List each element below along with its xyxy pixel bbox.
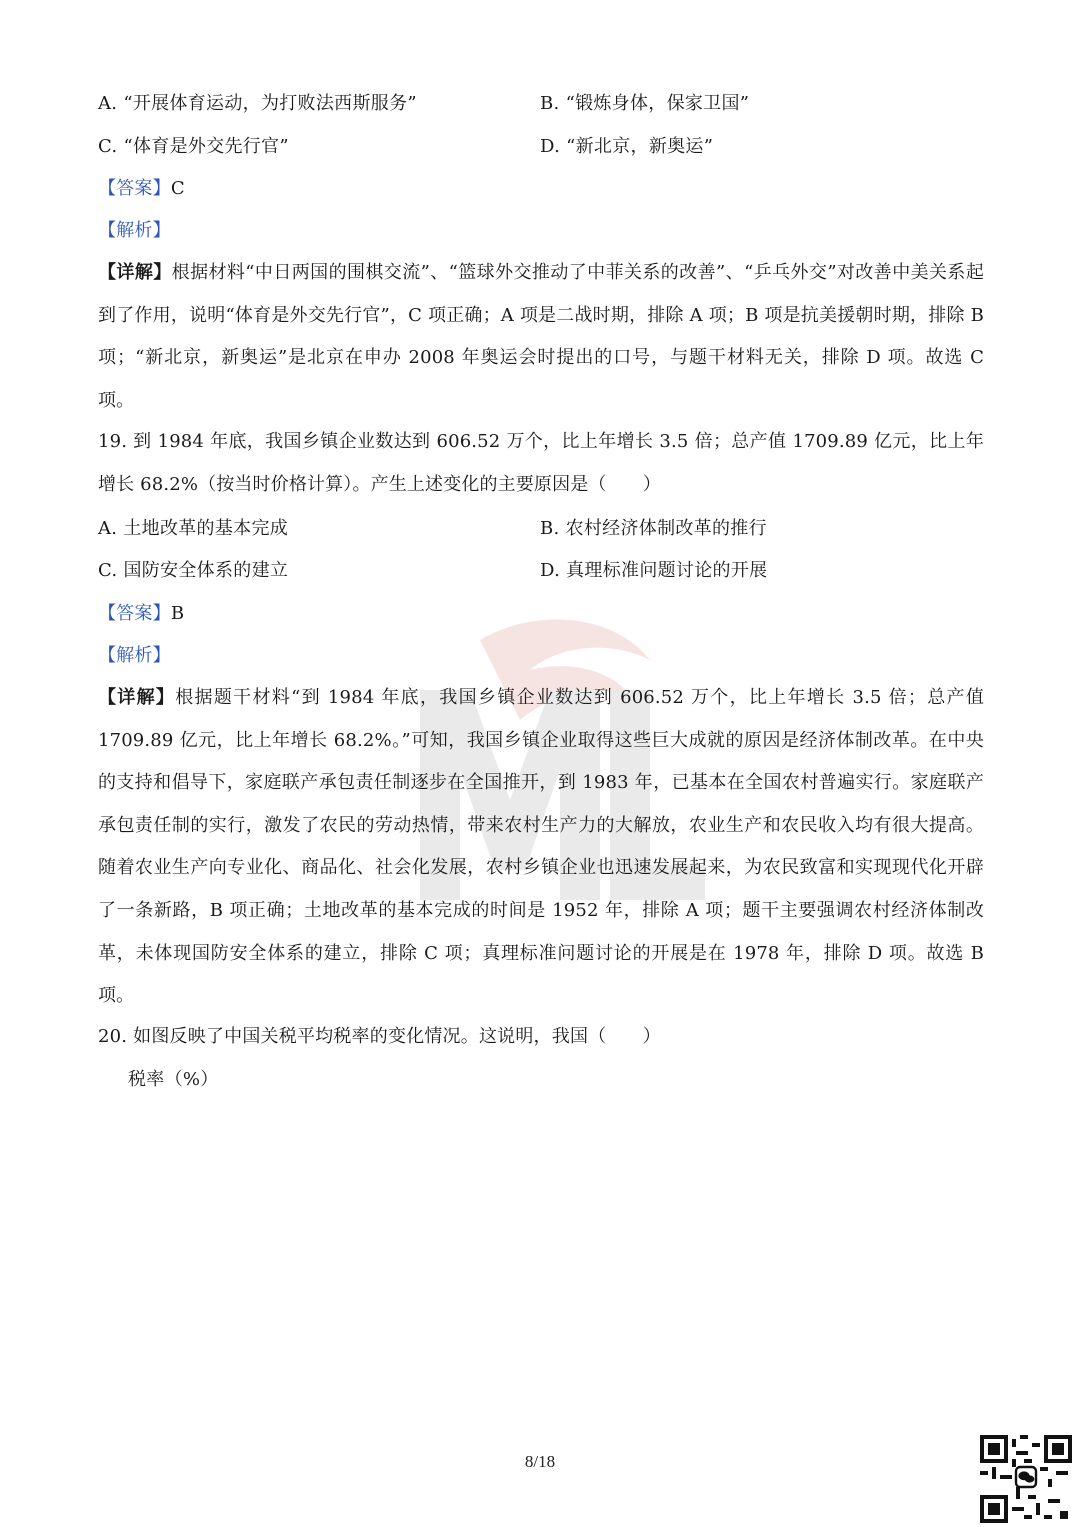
q18-answer-line	[98, 177, 988, 201]
q19-option-a: A. 土地改革的基本完成	[98, 518, 289, 539]
q19-option-c: C. 国防安全体系的建立	[98, 560, 289, 581]
q18-option-a: A. “开展体育运动，为打败法西斯服务”	[98, 93, 417, 114]
q19-analysis-label: 【解析】	[98, 645, 171, 666]
q19-answer-line	[98, 602, 988, 626]
q18-option-d: D. “新北京，新奥运”	[540, 136, 714, 157]
q19-answer-label: 【答案】	[98, 603, 171, 624]
q20-stem: 20. 如图反映了中国关税平均税率的变化情况。这说明，我国（ ）	[98, 1026, 661, 1047]
q19-option-b: B. 农村经济体制改革的推行	[540, 518, 767, 539]
q20-chart-ylabel: 税率（%）	[128, 1069, 219, 1090]
q18-answer-value: C	[170, 178, 185, 199]
q19-detail-paragraph	[98, 677, 984, 1018]
q18-analysis-label: 【解析】	[98, 220, 171, 241]
q19-option-d: D. 真理标准问题讨论的开展	[540, 560, 768, 581]
q19-detail-label: 【详解】	[98, 687, 176, 708]
q18-detail-label: 【详解】	[98, 262, 172, 283]
page-number: 8/18	[524, 1452, 556, 1471]
q19-stem: 19. 到 1984 年底，我国乡镇企业数达到 606.52 万个，比上年增长 3.5 倍；总产值 1709.89 亿元，比上年增长 68.2%（按当时价格计算）。产生上述变化的主要原因是（ ）	[98, 431, 984, 495]
q19-answer-value: B	[170, 603, 185, 624]
q18-answer-label: 【答案】	[98, 178, 171, 199]
q18-option-b: B. “锻炼身体，保家卫国”	[540, 93, 750, 114]
qr-code-icon	[980, 1435, 1072, 1523]
q19-detail-text: 根据题干材料“到 1984 年底，我国乡镇企业数达到 606.52 万个，比上年增长 3.5 倍；总产值 1709.89 亿元，比上年增长 68.2%。”可知，我国乡镇企业取得这些巨大成就的原因是经济体制改革。在中央的支持和倡导下，家庭联产承包责任制逐步在全国推开，到 1983 年，已基本在全国农村普遍实行。家庭联产承包责任制的实行，激发了农民的劳动热情，带来农村生产力的大解放，农业生产和农民收入均有很大提高。随着农业生产向专业化、商品化、社会化发展，农村乡镇企业也迅速发展起来，为农民致富和实现现代化开辟了一条新路，B 项正确；土地改革的基本完成的时间是 1952 年，排除 A 项；题干主要强调农村经济体制改革，未体现国防安全体系的建立，排除 C 项；真理标准问题讨论的开展是在 1978 年，排除 D 项。故选 B 项。	[98, 687, 984, 1007]
q18-detail-paragraph	[98, 252, 984, 422]
q18-option-c: C. “体育是外交先行官”	[98, 136, 289, 157]
q18-detail-text: 根据材料“中日两国的围棋交流”、“篮球外交推动了中菲关系的改善”、“乒乓外交”对改善中美关系起到了作用，说明“体育是外交先行官”，C 项正确；A 项是二战时期，排除 A 项；B 项是抗美援朝时期，排除 B 项；“新北京，新奥运”是北京在申办 2008 年奥运会时提出的口号，与题干材料无关，排除 D 项。故选 C 项。	[98, 262, 984, 411]
